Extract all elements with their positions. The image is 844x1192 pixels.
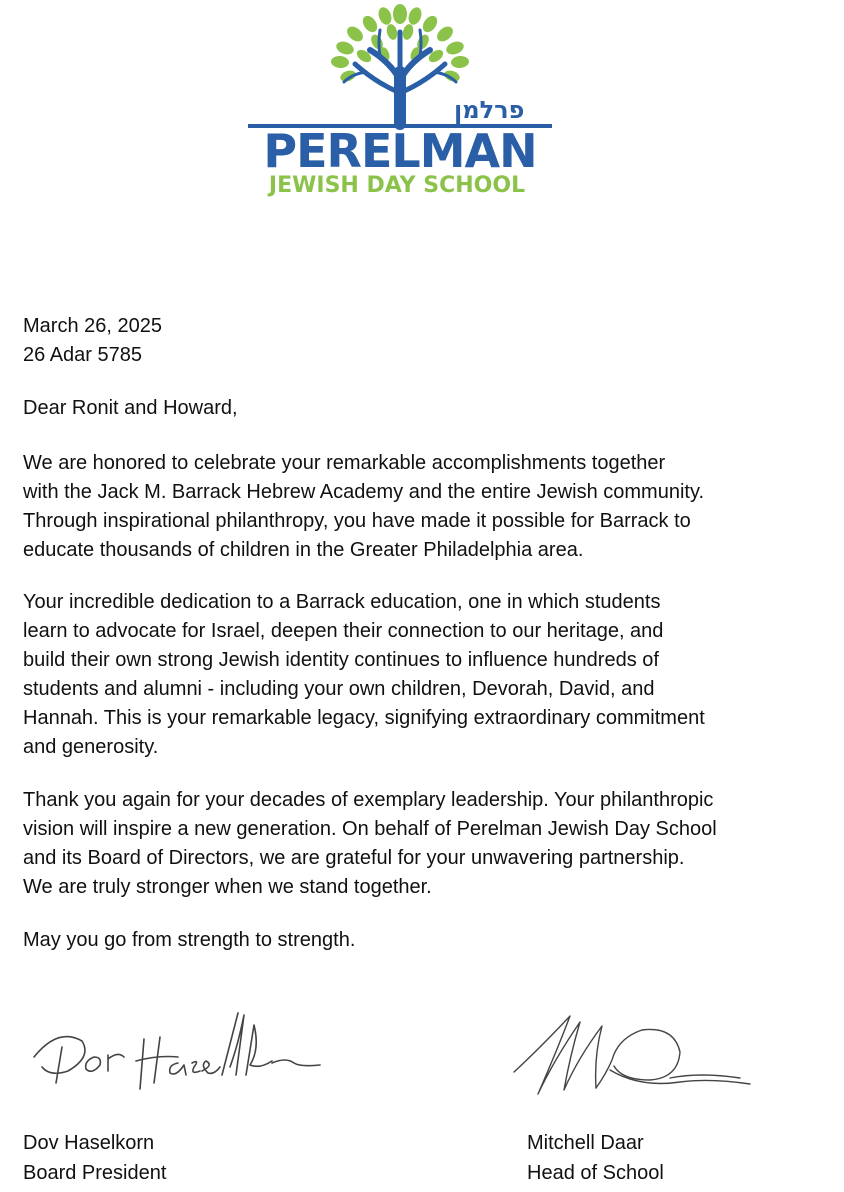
- logo-subtitle: JEWISH DAY SCHOOL: [268, 173, 526, 198]
- signer-title: Head of School: [527, 1162, 664, 1184]
- closing-line: May you go from strength to strength.: [23, 929, 356, 951]
- paragraph-line: We are honored to celebrate your remarkable accomplishments together: [23, 452, 666, 474]
- logo-hebrew-text: פרלמן: [454, 96, 525, 124]
- paragraph-line: educate thousands of children in the Greater Philadelphia area.: [23, 539, 584, 561]
- paragraph-line: learn to advocate for Israel, deepen their connection to our heritage, and: [23, 620, 664, 642]
- signature-mitchell-daar: [510, 1008, 760, 1103]
- paragraph-line: Through inspirational philanthropy, you have made it possible for Barrack to: [23, 510, 691, 532]
- paragraph-line: and generosity.: [23, 736, 159, 758]
- paragraph-line: Your incredible dedication to a Barrack education, one in which students: [23, 591, 661, 613]
- paragraph-line: and its Board of Directors, we are grateful for your unwavering partnership.: [23, 847, 685, 869]
- paragraph-line: students and alumni - including your own children, Devorah, David, and: [23, 678, 655, 700]
- logo-school-name: PERELMAN: [263, 124, 537, 178]
- signer-2: [527, 1128, 664, 1188]
- paragraph-line: Hannah. This is your remarkable legacy, signifying extraordinary commitment: [23, 707, 705, 729]
- signer-1: [23, 1128, 166, 1188]
- paragraph-line: We are truly stronger when we stand together.: [23, 876, 432, 898]
- salutation: Dear Ronit and Howard,: [23, 397, 238, 419]
- paragraph-line: build their own strong Jewish identity continues to influence hundreds of: [23, 649, 659, 671]
- paragraph-line: vision will inspire a new generation. On behalf of Perelman Jewish Day School: [23, 818, 717, 840]
- paragraph-line: Thank you again for your decades of exemplary leadership. Your philanthropic: [23, 789, 714, 811]
- school-logo: [240, 2, 560, 202]
- letter-date: March 26, 2025: [23, 315, 162, 337]
- paragraph-line: with the Jack M. Barrack Hebrew Academy and the entire Jewish community.: [23, 481, 705, 503]
- signer-title: Board President: [23, 1162, 167, 1184]
- letter-hebrew-date: 26 Adar 5785: [23, 344, 142, 366]
- signer-name: Dov Haselkorn: [23, 1132, 155, 1154]
- signer-name: Mitchell Daar: [527, 1132, 644, 1154]
- signature-dov-haselkorn: [28, 1005, 328, 1100]
